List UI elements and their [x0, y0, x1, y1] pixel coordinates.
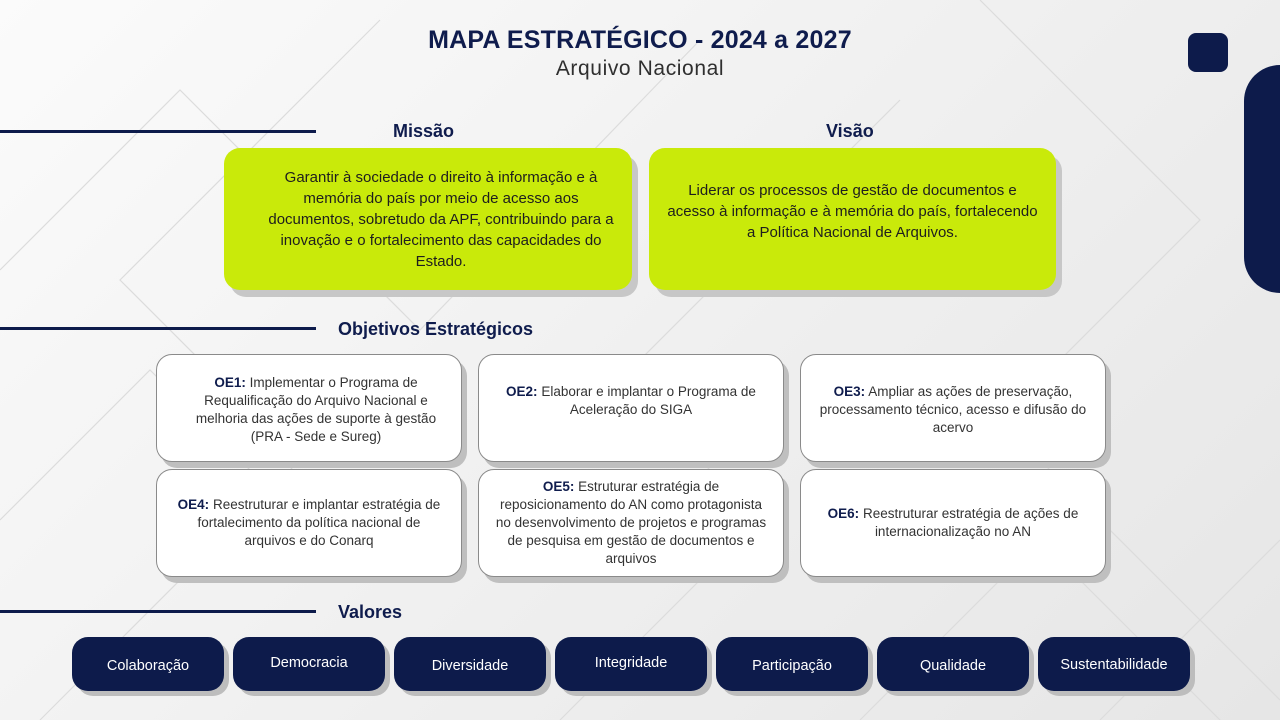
valores-rule	[0, 610, 316, 613]
oe6-content	[815, 505, 1091, 541]
valor-democracia: Democracia	[233, 637, 385, 691]
oe3-code: OE3:	[833, 384, 866, 399]
oe2-code: OE2:	[506, 384, 538, 399]
oe3-text: Ampliar as ações de preservação, processamento técnico, acesso e difusão do acervo	[819, 384, 1087, 435]
corner-square-decoration	[1188, 33, 1228, 72]
valor-participacao: Participação	[716, 637, 868, 691]
oe3-content	[815, 383, 1091, 437]
objetivos-heading: Objetivos Estratégicos	[338, 319, 534, 339]
visao-heading: Visão	[826, 121, 874, 141]
page-title: MAPA ESTRATÉGICO - 2024 a 2027	[428, 26, 852, 54]
missao-text: Garantir à sociedade o direito à informação e à memória do país por meio de acesso aos documentos, sobretudo da APF, contribuindo para a inovação e o fortalecimento das capacidades do Estado.	[268, 168, 614, 270]
oe6-text: Reestruturar estratégia de ações de internacionalização no AN	[862, 506, 1079, 539]
oe1-text: Implementar o Programa de Requalificação do Arquivo Nacional e melhoria das ações de suporte à gestão (PRA - Sede e Sureg)	[195, 375, 437, 444]
oe5-content	[493, 478, 769, 568]
oe1-code: OE1:	[214, 375, 246, 390]
visao-card	[649, 148, 1056, 290]
oe1-card	[156, 354, 462, 462]
oe6-card	[800, 469, 1106, 577]
missao-card	[224, 148, 632, 290]
visao-text: Liderar os processos de gestão de documentos e acesso à informação e à memória do país, fortalecendo a Política Nacional de Arquivos.	[667, 181, 1038, 241]
objetivos-rule	[0, 327, 316, 330]
oe6-code: OE6:	[827, 506, 860, 521]
oe2-text: Elaborar e implantar o Programa de Aceleração do SIGA	[541, 384, 756, 417]
valor-qualidade: Qualidade	[877, 637, 1029, 691]
valores-heading: Valores	[338, 602, 403, 622]
valor-integridade: Integridade	[555, 637, 707, 691]
missao-rule	[0, 130, 316, 133]
missao-heading: Missão	[393, 121, 455, 141]
oe5-text: Estruturar estratégia de reposicionamento do AN como protagonista no desenvolvimento de projetos e programas de pesquisa em gestão de documentos e arquivos	[495, 479, 767, 566]
page-subtitle: Arquivo Nacional	[555, 57, 725, 80]
oe5-code: OE5:	[542, 479, 575, 494]
oe4-content	[171, 496, 447, 550]
oe4-text: Reestruturar e implantar estratégia de fortalecimento da política nacional de arquivos e do Conarq	[197, 497, 441, 548]
oe2-card	[478, 354, 784, 462]
oe2-content	[493, 383, 769, 419]
oe3-card	[800, 354, 1106, 462]
valor-sustentabilidade: Sustentabilidade	[1038, 637, 1190, 691]
oe1-content	[185, 374, 447, 446]
valor-diversidade: Diversidade	[394, 637, 546, 691]
oe4-card	[156, 469, 462, 577]
oe4-code: OE4:	[177, 497, 210, 512]
oe5-card	[478, 469, 784, 577]
valor-colaboracao: Colaboração	[72, 637, 224, 691]
side-tab-decoration	[1244, 65, 1280, 293]
